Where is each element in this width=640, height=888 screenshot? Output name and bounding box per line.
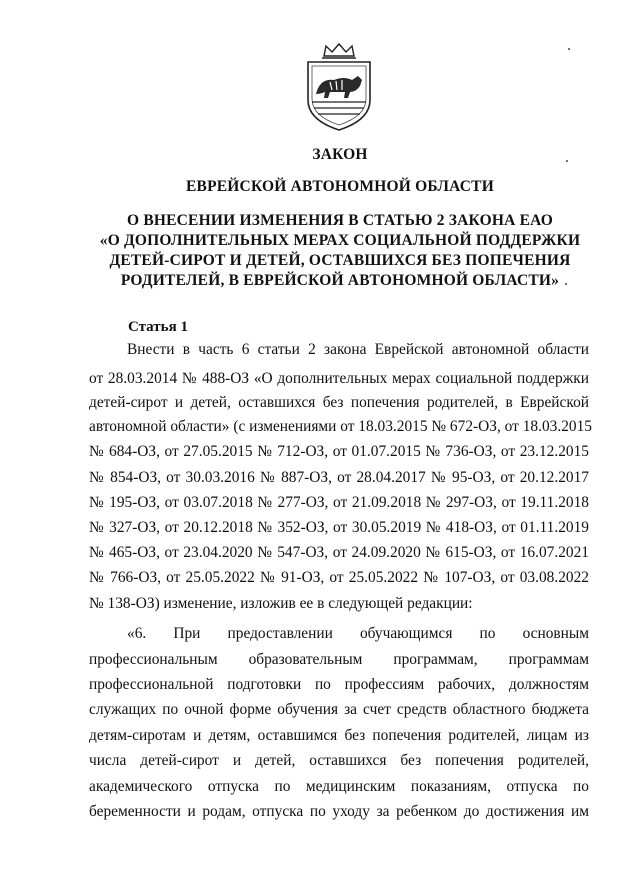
body-line: профессиональным образовательным программам, программам: [89, 651, 589, 668]
body-line: детей-сирот и детей, оставшихся без попечения родителей, в Еврейской: [89, 394, 589, 411]
body-line: академического отпуска по медицинским показаниям, отпуска по: [89, 778, 589, 795]
law-title-line: О ВНЕСЕНИИ ИЗМЕНЕНИЯ В СТАТЬЮ 2 ЗАКОНА ЕАО: [127, 212, 553, 229]
body-line: автономной области» (с изменениями от 18.03.2015 № 672-ОЗ, от 18.03.2015: [89, 418, 592, 435]
body-line: № 195-ОЗ, от 03.07.2018 № 277-ОЗ, от 21.09.2018 № 297-ОЗ, от 19.11.2018: [89, 494, 589, 511]
body-line: № 684-ОЗ, от 27.05.2015 № 712-ОЗ, от 01.07.2015 № 736-ОЗ, от 23.12.2015: [89, 443, 589, 460]
body-line: № 766-ОЗ, от 25.05.2022 № 91-ОЗ, от 25.05.2022 № 107-ОЗ, от 03.08.2022: [89, 569, 589, 586]
body-line: № 854-ОЗ, от 30.03.2016 № 887-ОЗ, от 28.04.2017 № 95-ОЗ, от 20.12.2017: [89, 469, 589, 486]
body-line: № 138-ОЗ) изменение, изложив ее в следующей редакции:: [89, 595, 473, 612]
body-line: детям-сиротам и детям, оставшимся без попечения родителей, лицам из: [89, 727, 589, 744]
scan-speck: [566, 160, 568, 162]
body-line: № 465-ОЗ, от 23.04.2020 № 547-ОЗ, от 24.09.2020 № 615-ОЗ, от 16.07.2021: [89, 544, 589, 561]
scan-speck: [568, 48, 570, 50]
scan-speck: [565, 283, 567, 285]
body-line: Внести в часть 6 статьи 2 закона Еврейской автономной области: [127, 341, 589, 358]
law-title: [80, 211, 600, 291]
body-line: служащих по очной форме обучения за счет средств областного бюджета: [89, 701, 589, 718]
law-title-line: «О ДОПОЛНИТЕЛЬНЫХ МЕРАХ СОЦИАЛЬНОЙ ПОДДЕРЖКИ: [99, 232, 581, 249]
body-line: № 327-ОЗ, от 20.12.2018 № 352-ОЗ, от 30.05.2019 № 418-ОЗ, от 01.11.2019: [89, 519, 589, 536]
law-title-line: ДЕТЕЙ-СИРОТ И ДЕТЕЙ, ОСТАВШИХСЯ БЕЗ ПОПЕЧЕНИЯ: [109, 252, 571, 269]
region-heading: ЕВРЕЙСКОЙ АВТОНОМНОЙ ОБЛАСТИ: [186, 178, 494, 195]
body-line: беременности и родам, отпуска по уходу за ребенком до достижения им: [89, 803, 589, 820]
body-line: «6. При предоставлении обучающимся по основным: [127, 625, 589, 642]
law-type-heading: ЗАКОН: [312, 146, 368, 163]
body-line: профессиональной подготовки по профессиям рабочих, должностям: [89, 676, 589, 693]
body-line: числа детей-сирот и детей, оставшихся без попечения родителей,: [89, 752, 589, 769]
article-heading: Статья 1: [128, 319, 188, 335]
region-coat-of-arms-icon: [300, 42, 378, 132]
body-line: от 28.03.2014 № 488-ОЗ «О дополнительных мерах социальной поддержки: [89, 370, 589, 387]
law-title-line: РОДИТЕЛЕЙ, В ЕВРЕЙСКОЙ АВТОНОМНОЙ ОБЛАСТИ»: [120, 272, 560, 289]
